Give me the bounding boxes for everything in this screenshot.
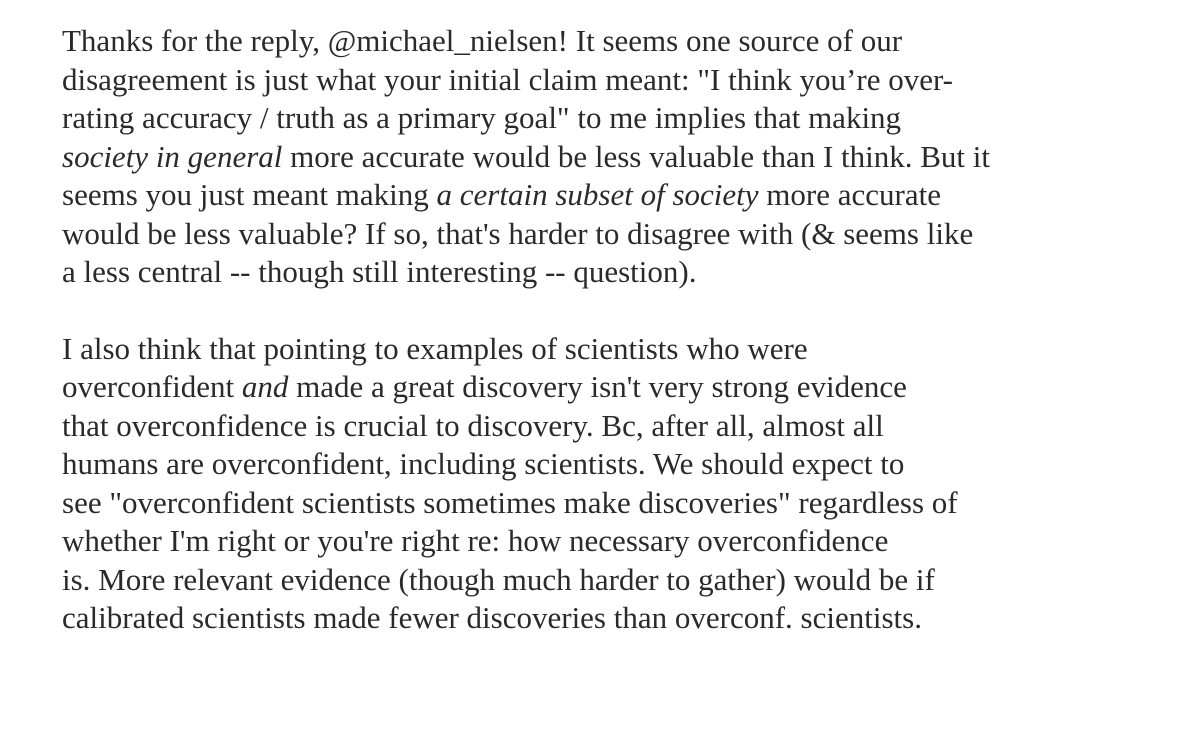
text-line	[62, 253, 1172, 292]
document-body	[62, 22, 1172, 638]
text-run: calibrated scientists made fewer discoveries than overconf. scientists.	[62, 600, 922, 635]
text-run: overconfident	[62, 369, 242, 404]
text-run: a less central -- though still interesting -- question).	[62, 254, 697, 289]
text-run: whether I'm right or you're right re: how necessary overconfidence	[62, 523, 889, 558]
text-line	[62, 561, 1172, 600]
text-line	[62, 484, 1172, 523]
text-run: I also think that pointing to examples of scientists who were	[62, 330, 808, 366]
paragraph-1	[62, 22, 1172, 292]
paragraph-2	[62, 330, 1172, 638]
text-line	[62, 368, 1172, 407]
text-line	[62, 330, 1172, 369]
text-run: humans are overconfident, including scientists. We should expect to	[62, 446, 905, 481]
italic-run: and	[241, 369, 289, 404]
text-run: that overconfidence is crucial to discovery. Bc, after all, almost all	[62, 407, 884, 443]
text-run: would be less valuable? If so, that's harder to disagree with (& seems like	[62, 215, 974, 251]
text-run: made a great discovery isn't very strong evidence	[288, 369, 907, 404]
text-run: see "overconfident scientists sometimes make discoveries" regardless of	[62, 484, 958, 520]
text-line	[62, 215, 1172, 254]
text-line	[62, 176, 1172, 215]
italic-run: a certain subset of society	[436, 177, 759, 212]
text-run: more accurate	[758, 177, 941, 212]
text-run: seems you just meant making	[62, 177, 437, 212]
text-run: disagreement is just what your initial claim meant: "I think you’re over-	[62, 61, 953, 97]
text-line	[62, 138, 1172, 177]
text-line	[62, 61, 1172, 100]
text-line	[62, 407, 1172, 446]
text-line	[62, 522, 1172, 561]
text-run: is. More relevant evidence (though much harder to gather) would be if	[62, 561, 935, 597]
text-run: more accurate would be less valuable than I think. But it	[282, 138, 991, 174]
text-line	[62, 599, 1172, 638]
text-run: Thanks for the reply, @michael_nielsen! It seems one source of our	[62, 23, 903, 58]
text-line	[62, 445, 1172, 484]
text-run: rating accuracy / truth as a primary goal" to me implies that making	[62, 100, 902, 135]
italic-run: society in general	[62, 138, 283, 174]
text-line	[62, 99, 1172, 138]
text-line	[62, 22, 1172, 61]
